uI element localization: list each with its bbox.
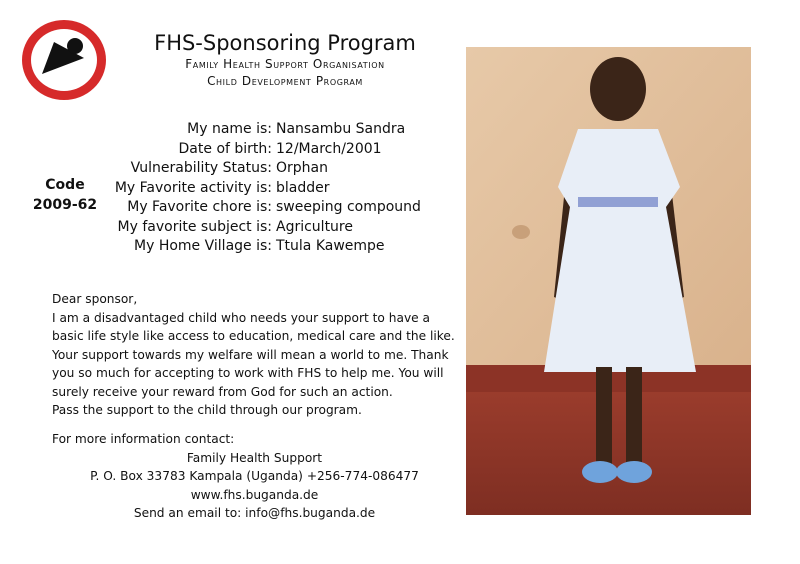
profile-label: My favorite subject is: bbox=[117, 218, 272, 235]
profile-value: Orphan bbox=[276, 160, 328, 176]
profile-row-subject bbox=[110, 218, 460, 238]
contact-email[interactable]: Send an email to: info@fhs.buganda.de bbox=[133, 506, 376, 520]
contact-address: P. O. Box 33783 Kampala (Uganda) +256-774-086477 bbox=[90, 469, 419, 483]
contact-intro: For more information contact: bbox=[52, 432, 235, 446]
profile-label: My name is: bbox=[187, 121, 272, 137]
contact-info bbox=[52, 430, 457, 523]
letter-greeting: Dear sponsor, bbox=[52, 292, 138, 306]
profile-value: bladder bbox=[276, 179, 330, 196]
profile-row-chore bbox=[110, 198, 460, 218]
child-profile bbox=[110, 120, 460, 257]
profile-value: 12/March/2001 bbox=[276, 140, 382, 157]
profile-label: Vulnerability Status: bbox=[130, 160, 272, 176]
letter-body: I am a disadvantaged child who needs your support to have a basic life style like access to education, medical care and the like. Your support towards my welfare will mean a world to me. Thank you so much for accepting to work with FHS to help me. You will surely receive your reward from God for such an action. bbox=[52, 310, 455, 399]
profile-row-dob bbox=[110, 140, 460, 160]
profile-label: Date of birth: bbox=[178, 140, 272, 157]
profile-value: Nansambu Sandra bbox=[276, 121, 406, 137]
profile-label: My Home Village is: bbox=[134, 238, 272, 254]
organisation-name: Family Health Support Organisation bbox=[185, 57, 385, 71]
sponsor-letter bbox=[52, 290, 457, 420]
profile-value: sweeping compound bbox=[276, 199, 421, 215]
page-title: FHS-Sponsoring Program bbox=[154, 31, 416, 55]
profile-row-name bbox=[110, 120, 460, 140]
profile-row-village bbox=[110, 237, 460, 257]
contact-website[interactable]: www.fhs.buganda.de bbox=[190, 487, 319, 502]
program-name: Child Development Program bbox=[207, 74, 363, 88]
profile-row-status bbox=[110, 159, 460, 179]
letter-closing: Pass the support to the child through our program. bbox=[52, 403, 362, 417]
profile-row-activity bbox=[110, 179, 460, 199]
contact-name: Family Health Support bbox=[186, 450, 323, 465]
fhs-logo bbox=[20, 16, 108, 104]
child-code bbox=[30, 175, 100, 215]
profile-label: My Favorite activity is: bbox=[114, 179, 272, 196]
child-photo bbox=[466, 47, 751, 515]
profile-label: My Favorite chore is: bbox=[127, 199, 272, 215]
profile-value: Ttula Kawempe bbox=[276, 238, 385, 254]
profile-value: Agriculture bbox=[276, 218, 353, 235]
title-block bbox=[130, 30, 440, 90]
code-label: Code bbox=[45, 177, 85, 193]
code-value: 2009-62 bbox=[32, 197, 98, 213]
